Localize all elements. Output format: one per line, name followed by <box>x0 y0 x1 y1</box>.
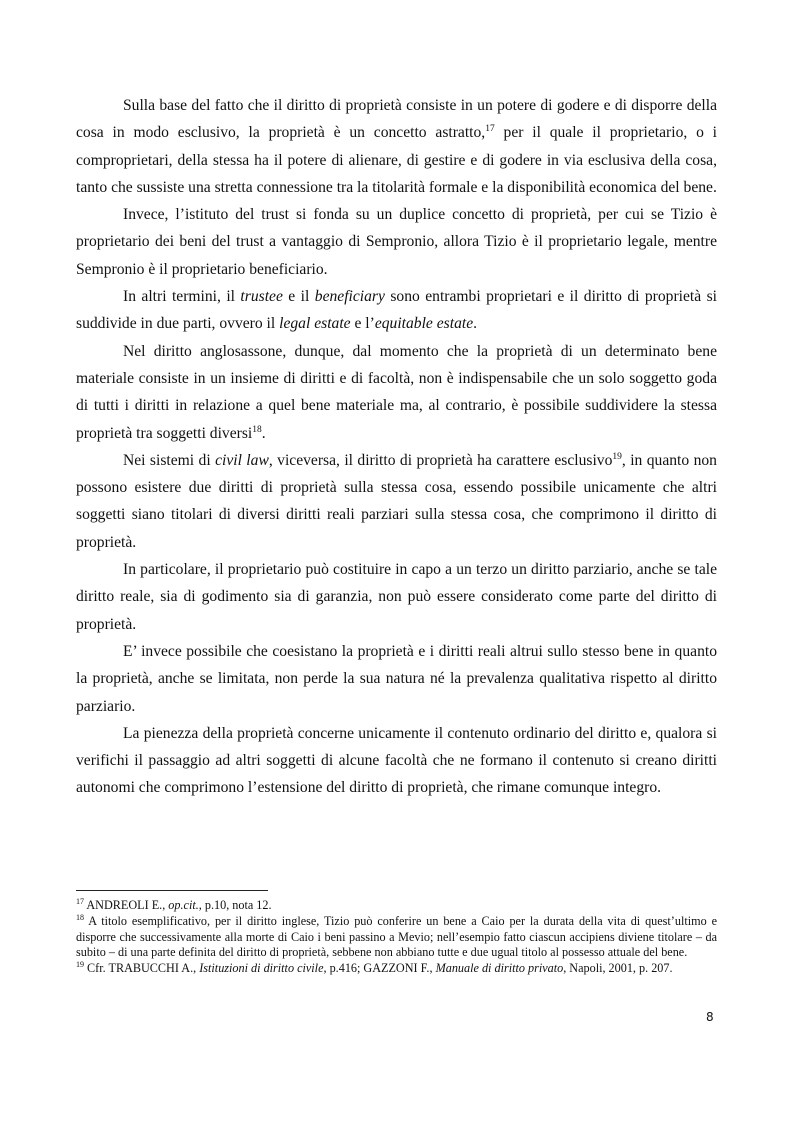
italic-text: Manuale di diritto privato <box>435 961 564 976</box>
paragraph <box>76 638 717 720</box>
text-segment: p.416; GAZZONI F., <box>326 961 436 976</box>
text-segment: A titolo esemplificativo, per il diritto inglese, Tizio può conferire un bene a Caio per la durata della vita di quest’ultimo e disporre che successivamente alla morte di Caio i beni passino a Mevio; nell’esempio fatto ciascun accipiens diviene titolare – da subito – di una parte definita del diritto di proprietà, sebbene non abbiano tutte e due ugual titolo al possesso attuale del bene. <box>76 913 717 960</box>
text-segment: . <box>473 315 478 333</box>
italic-text: beneficiary <box>314 288 385 306</box>
text-segment: In altri termini, il <box>123 288 241 306</box>
footnote-ref: 18 <box>252 424 262 435</box>
footnote-separator <box>76 890 268 891</box>
text-segment: La pienezza della proprietà concerne unicamente il contenuto ordinario del diritto e, qualora si verifichi il passaggio ad altri soggetti di alcune facoltà che ne formano il contenuto si creano diritti autonomi che comprimono l’estensione del diritto di proprietà, che rimane comunque integro. <box>76 724 717 797</box>
italic-text: civil law <box>215 451 269 469</box>
text-segment: , viceversa, il diritto di proprietà ha carattere esclusivo <box>268 451 613 469</box>
text-segment: , Napoli, 2001, p. 207. <box>563 961 673 976</box>
italic-text: Istituzioni di diritto civile, <box>199 961 327 976</box>
footnotes <box>76 898 717 977</box>
italic-text: legal estate <box>279 315 351 333</box>
footnote-ref: 17 <box>485 124 495 135</box>
paragraph <box>76 556 717 638</box>
paragraph <box>76 92 717 201</box>
italic-text: equitable estate <box>374 315 474 333</box>
text-segment: Nei sistemi di <box>123 451 216 469</box>
text-segment: Invece, l’istituto del trust si fonda su un duplice concetto di proprietà, per cui se Tizio è proprietario dei beni del trust a vantaggio di Sempronio, allora Tizio è il proprietario legale, mentre Sempronio è il proprietario beneficiario. <box>76 206 717 278</box>
footnote-19 <box>76 961 717 977</box>
text-segment: sono entrambi proprietari e il diritto di proprietà si suddivide in due parti, ovvero il <box>76 288 717 333</box>
text-segment: , p.10, nota 12. <box>198 898 272 912</box>
footnote-17 <box>76 898 717 914</box>
text-segment: E’ invece possibile che coesistano la proprietà e i diritti reali altrui sullo stesso bene in quanto la proprietà, anche se limitata, non perde la sua natura né la prevalenza qualitativa rispetto al diritto parziario. <box>76 642 717 715</box>
footnote-ref: 18 <box>76 912 84 922</box>
body-text <box>76 92 717 802</box>
text-segment: In particolare, il proprietario può costituire in capo a un terzo un diritto parziario, anche se tale diritto reale, sia di godimento sia di garanzia, non può essere considerato come parte del diritto di proprietà. <box>76 561 717 633</box>
text-segment: , in quanto non possono esistere due diritti di proprietà sulla stessa cosa, essendo possibile unicamente che altri soggetti siano titolari di diversi diritti reali parziari sulla stessa cosa, che comprimono il diritto di proprietà. <box>76 451 717 551</box>
page-number: 8 <box>706 1010 714 1024</box>
text-segment: ANDREOLI E., <box>84 898 169 912</box>
footnote-ref: 17 <box>76 896 84 906</box>
text-segment: Cfr. TRABUCCHI A., <box>84 961 200 976</box>
paragraph <box>76 338 717 447</box>
text-segment: e l’ <box>350 315 375 333</box>
footnote-ref: 19 <box>76 960 84 970</box>
italic-text: op.cit. <box>168 898 199 912</box>
text-segment: Sulla base del fatto che il diritto di proprietà consiste in un potere di godere e di disporre della cosa in modo esclusivo, la proprietà è un concetto astratto, <box>76 97 717 142</box>
paragraph <box>76 720 717 802</box>
text-segment: . <box>261 424 266 442</box>
text-segment: per il quale il proprietario, o i comproprietari, della stessa ha il potere di alienare, di gestire e di godere in via esclusiva della cosa, tanto che sussiste una stretta connessione tra la titolarità formale e la disponibilità economica del bene. <box>76 124 718 196</box>
paragraph <box>76 283 717 338</box>
paragraph <box>76 201 717 283</box>
text-segment: e il <box>282 288 315 306</box>
footnote-ref: 19 <box>612 451 622 462</box>
footnote-18 <box>76 914 717 961</box>
italic-text: trustee <box>240 288 283 306</box>
paragraph <box>76 447 717 556</box>
text-segment: Nel diritto anglosassone, dunque, dal momento che la proprietà di un determinato bene materiale consiste in un insieme di diritti e di facoltà, non è indispensabile che un solo soggetto goda di tutti i diritti in relazione a quel bene materiale ma, al contrario, è possibile suddividere la stessa proprietà tra soggetti diversi <box>76 342 717 442</box>
